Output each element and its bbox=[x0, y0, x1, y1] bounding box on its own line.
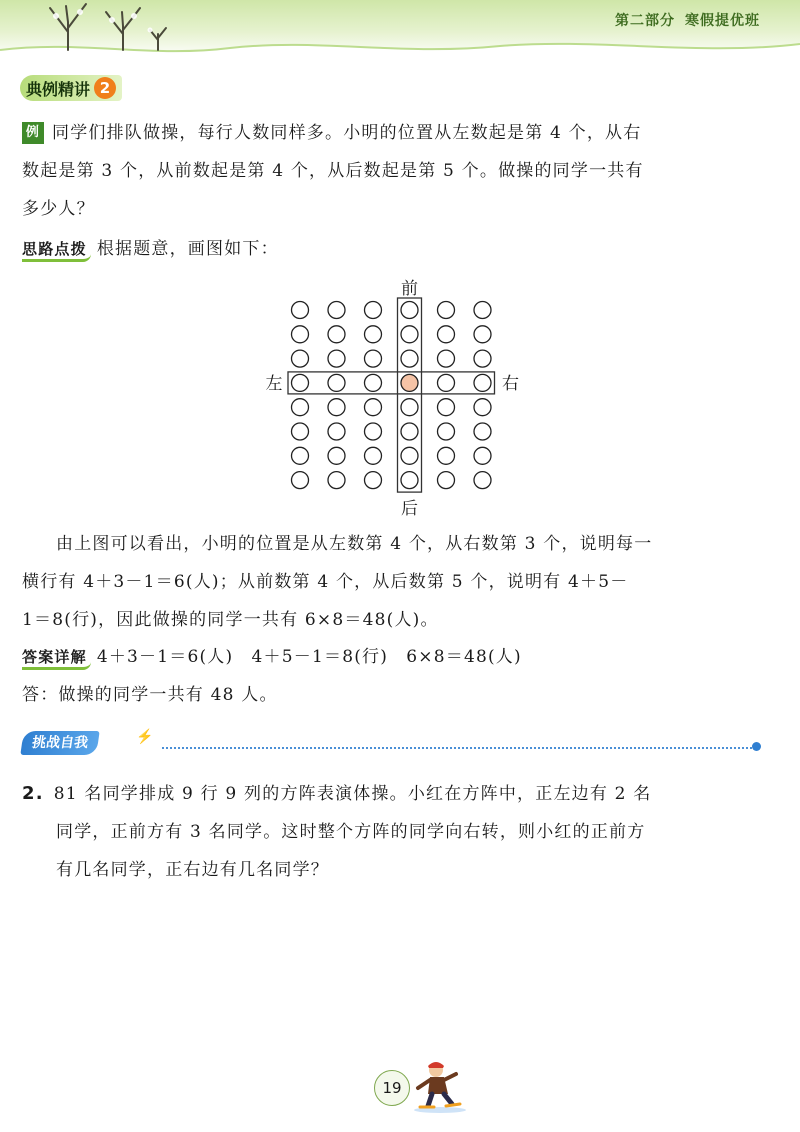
student-circle bbox=[292, 399, 309, 416]
hint-text: 根据题意，画图如下： bbox=[96, 239, 279, 259]
problem-text-1: 81 名同学排成 9 行 9 列的方阵表演体操。小红在方阵中，正左边有 2 名 bbox=[53, 784, 652, 804]
student-circle bbox=[438, 374, 455, 391]
student-circle bbox=[474, 423, 491, 440]
example-line-1 bbox=[22, 114, 778, 152]
problem-line-1 bbox=[22, 775, 778, 813]
problem-number: 2. bbox=[22, 783, 44, 804]
example-problem bbox=[22, 114, 778, 228]
challenge-tag: 挑战自我 bbox=[20, 731, 99, 755]
label-back: 后 bbox=[401, 499, 418, 520]
challenge-divider bbox=[22, 731, 778, 757]
student-circle bbox=[401, 399, 418, 416]
student-circle bbox=[365, 472, 382, 489]
student-circle bbox=[474, 472, 491, 489]
explanation bbox=[22, 525, 778, 639]
student-circle bbox=[328, 472, 345, 489]
student-circle bbox=[365, 423, 382, 440]
student-circle bbox=[401, 447, 418, 464]
student-circle bbox=[474, 350, 491, 367]
formation-diagram-svg bbox=[260, 272, 520, 518]
example-line-3: 多少人？ bbox=[22, 199, 95, 219]
student-circle bbox=[365, 302, 382, 319]
problem-2 bbox=[22, 775, 778, 889]
row-box bbox=[288, 372, 495, 394]
header-course: 寒假提优班 bbox=[685, 13, 760, 29]
section-tag bbox=[20, 75, 122, 101]
answer-text: 4＋3－1＝6(人) 4＋5－1＝8(行) 6×8＝48(人) bbox=[96, 647, 522, 667]
student-circle bbox=[292, 447, 309, 464]
student-circle bbox=[292, 472, 309, 489]
explanation-line-1: 由上图可以看出，小明的位置是从左数第 4 个，从右数第 3 个，说明每一 bbox=[56, 534, 653, 554]
student-circle bbox=[438, 423, 455, 440]
student-circle bbox=[474, 302, 491, 319]
student-circle bbox=[292, 350, 309, 367]
label-front: 前 bbox=[401, 279, 418, 299]
answer-line bbox=[22, 638, 778, 676]
answer-conclusion: 答：做操的同学一共有 48 人。 bbox=[22, 685, 278, 705]
answer-tag: 答案详解 bbox=[22, 647, 91, 670]
student-circle bbox=[401, 472, 418, 489]
student-circle bbox=[401, 423, 418, 440]
hint-tag: 思路点拨 bbox=[22, 239, 91, 262]
problem-line-3: 有几名同学，正右边有几名同学？ bbox=[56, 860, 329, 880]
student-circle bbox=[328, 374, 345, 391]
student-circle bbox=[292, 374, 309, 391]
problem-line-2: 同学，正前方有 3 名同学。这时整个方阵的同学向右转，则小红的正前方 bbox=[56, 822, 646, 842]
student-circle bbox=[474, 326, 491, 343]
section-label: 典例精讲 bbox=[26, 79, 91, 99]
lightning-icon: ⚡ bbox=[136, 729, 154, 745]
student-circle bbox=[365, 326, 382, 343]
student-circle bbox=[328, 423, 345, 440]
dotted-line bbox=[162, 747, 756, 749]
student-circle bbox=[328, 350, 345, 367]
student-circle bbox=[474, 447, 491, 464]
student-circle bbox=[438, 326, 455, 343]
header-part: 第二部分 bbox=[615, 13, 675, 29]
explanation-line-3: 1＝8(行)，因此做操的同学一共有 6×8＝48(人)。 bbox=[22, 610, 439, 630]
explanation-line-2: 横行有 4＋3－1＝6(人)；从前数第 4 个，从后数第 5 个，说明有 4＋5－ bbox=[22, 572, 629, 592]
student-circle bbox=[438, 399, 455, 416]
student-circle bbox=[438, 350, 455, 367]
student-circle bbox=[292, 326, 309, 343]
hint-line bbox=[22, 230, 778, 268]
student-circle bbox=[292, 423, 309, 440]
student-circle bbox=[401, 302, 418, 319]
student-circle bbox=[438, 302, 455, 319]
example-mark-icon: 例 bbox=[22, 122, 44, 144]
header-title bbox=[615, 10, 760, 30]
label-right: 右 bbox=[502, 373, 519, 394]
student-circle bbox=[474, 399, 491, 416]
student-circle bbox=[365, 350, 382, 367]
line-end-dot bbox=[752, 742, 761, 751]
xiaoming-position bbox=[401, 374, 418, 391]
student-circle bbox=[401, 350, 418, 367]
student-circle bbox=[365, 374, 382, 391]
student-circle bbox=[328, 326, 345, 343]
student-circle bbox=[438, 472, 455, 489]
student-circle bbox=[328, 447, 345, 464]
student-circle bbox=[438, 447, 455, 464]
student-circle bbox=[401, 326, 418, 343]
page-number: 19 bbox=[374, 1070, 410, 1106]
example-text-1: 同学们排队做操，每行人数同样多。小明的位置从左数起是第 4 个，从右 bbox=[52, 123, 642, 143]
example-line-2: 数起是第 3 个，从前数起是第 4 个，从后数起是第 5 个。做操的同学一共有 bbox=[22, 161, 644, 181]
student-circle bbox=[328, 302, 345, 319]
answer-block bbox=[22, 638, 778, 714]
student-circle bbox=[328, 399, 345, 416]
formation-diagram bbox=[260, 272, 520, 518]
section-number-badge: 2 bbox=[94, 77, 116, 99]
student-circle bbox=[292, 302, 309, 319]
label-left: 左 bbox=[265, 373, 283, 394]
skater-illustration bbox=[410, 1058, 470, 1114]
student-circle bbox=[474, 374, 491, 391]
student-circle bbox=[365, 447, 382, 464]
student-circle bbox=[365, 399, 382, 416]
winter-trees-illustration bbox=[28, 0, 188, 52]
